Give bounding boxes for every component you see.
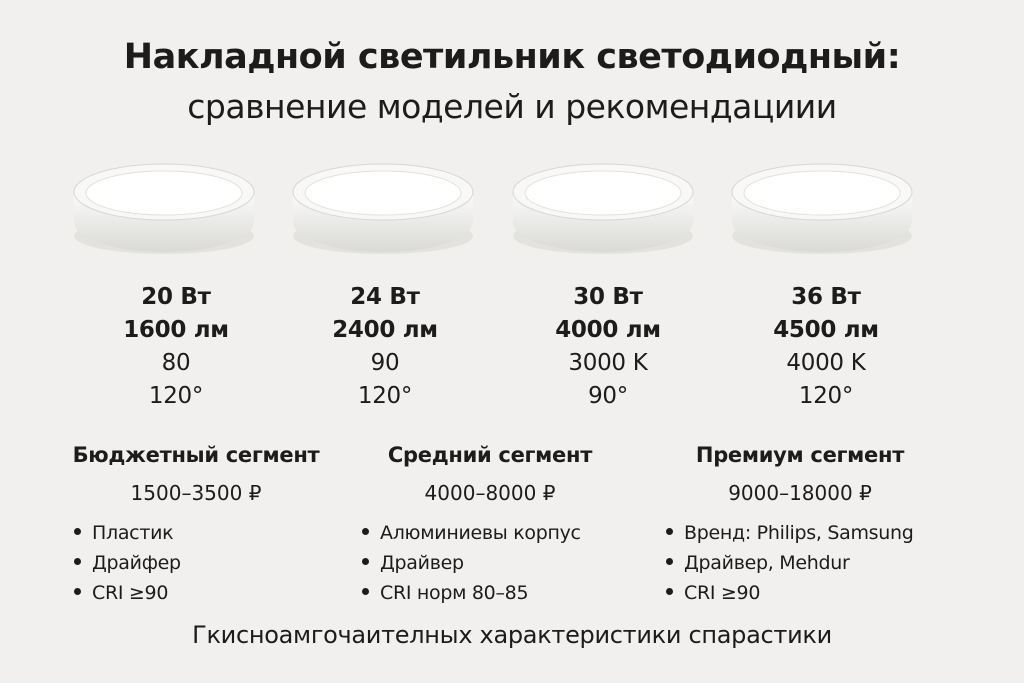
lamp-image-30w [508, 160, 698, 260]
segment-name: Премиум сегмент [695, 443, 905, 467]
title-line-2: сравнение моделей и рекомендациии [187, 87, 837, 126]
list-item [362, 518, 650, 548]
bullet-icon [362, 558, 369, 565]
segment-price: 4000–8000 ₽ [424, 481, 556, 505]
list-item [666, 578, 960, 608]
feature-text: Драйвер [380, 552, 464, 574]
bullet-icon [74, 588, 81, 595]
model-param: 80 [161, 350, 191, 376]
segment-price: 9000–18000 ₽ [728, 481, 872, 505]
footer-caption: Гкисноамгочаителных характеристики спарастики [192, 621, 832, 649]
list-item [362, 578, 650, 608]
segment-name: Средний сегмент [387, 443, 593, 467]
bullet-icon [74, 528, 81, 535]
model-flux: 4500 лм [773, 317, 879, 343]
feature-text: Пластик [92, 522, 174, 544]
list-item [666, 518, 960, 548]
feature-text: CRI ≥90 [92, 582, 169, 604]
model-angle: 120° [798, 383, 854, 409]
model-angle: 90° [588, 383, 628, 409]
model-specs-30w [508, 281, 708, 413]
bullet-icon [666, 588, 673, 595]
segment-feature-list [36, 518, 356, 608]
segment-name: Бюджетный сегмент [72, 443, 320, 467]
model-power: 30 Вт [573, 284, 643, 310]
model-angle: 120° [148, 383, 204, 409]
bullet-icon [666, 558, 673, 565]
bullet-icon [74, 558, 81, 565]
list-item [74, 548, 356, 578]
segment-middle [330, 440, 650, 608]
segment-feature-list [330, 518, 650, 608]
model-flux: 1600 лм [123, 317, 229, 343]
model-specs-24w [285, 281, 485, 413]
model-power: 20 Вт [141, 284, 211, 310]
segment-price: 1500–3500 ₽ [130, 481, 262, 505]
bullet-icon [666, 528, 673, 535]
model-flux: 4000 лм [555, 317, 661, 343]
feature-text: CRI норм 80–85 [380, 582, 529, 604]
model-param: 3000 K [568, 350, 648, 376]
list-item [666, 548, 960, 578]
feature-text: Драйвер, Mehdur [684, 552, 850, 574]
lamp-image-36w [727, 160, 917, 260]
lamp-image-24w [288, 160, 478, 260]
model-param: 4000 K [786, 350, 866, 376]
list-item [74, 518, 356, 548]
list-item [362, 548, 650, 578]
bullet-icon [362, 588, 369, 595]
lamp-image-20w [69, 160, 259, 260]
segment-feature-list [640, 518, 960, 608]
model-power: 36 Вт [791, 284, 861, 310]
title-line-1: Накладной светильник светодиодный: [123, 37, 901, 77]
feature-text: Вренд: Philips, Samsung [684, 522, 914, 544]
segment-premium [640, 440, 960, 608]
feature-text: Алюминиевы корпус [380, 522, 581, 544]
model-angle: 120° [357, 383, 413, 409]
feature-text: CRI ≥90 [684, 582, 761, 604]
model-specs-20w [76, 281, 276, 413]
model-specs-36w [726, 281, 926, 413]
model-param: 90 [370, 350, 400, 376]
segment-budget [36, 440, 356, 608]
feature-text: Драйфер [92, 552, 181, 574]
model-flux: 2400 лм [332, 317, 438, 343]
bullet-icon [362, 528, 369, 535]
model-power: 24 Вт [350, 284, 420, 310]
list-item [74, 578, 356, 608]
